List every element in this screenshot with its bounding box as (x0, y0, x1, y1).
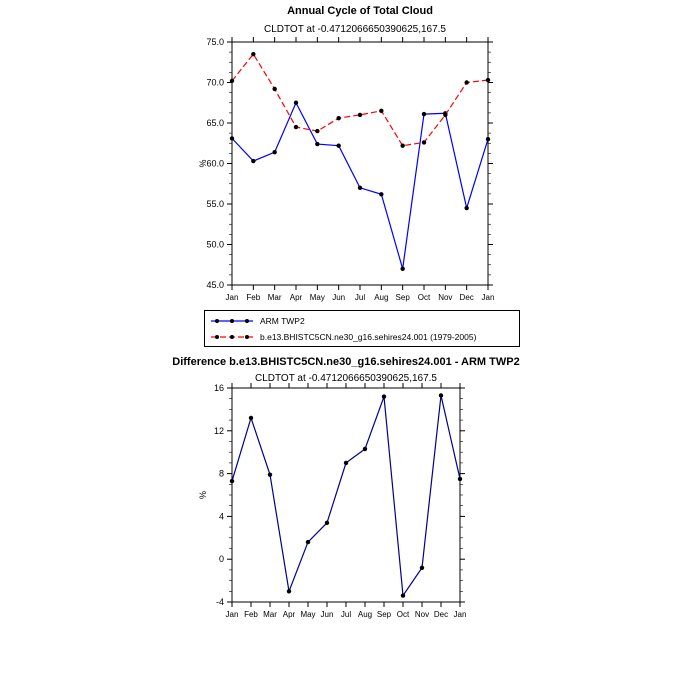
top-chart-title: Annual Cycle of Total Cloud (287, 5, 433, 17)
svg-text:16: 16 (213, 383, 224, 393)
svg-text:Jan: Jan (453, 610, 467, 619)
svg-text:70.0: 70.0 (206, 77, 224, 88)
svg-text:May: May (300, 610, 316, 619)
svg-text:Dec: Dec (433, 610, 449, 619)
svg-text:Oct: Oct (396, 610, 410, 619)
svg-text:Jan: Jan (481, 293, 495, 302)
svg-text:75.0: 75.0 (206, 37, 224, 47)
svg-text:Dec: Dec (459, 293, 474, 302)
legend-box (204, 310, 520, 347)
svg-text:Jun: Jun (320, 610, 334, 619)
legend-item-model (209, 329, 515, 344)
svg-text:Nov: Nov (414, 610, 430, 619)
svg-text:Sep: Sep (395, 293, 410, 302)
svg-text:Mar: Mar (267, 293, 282, 302)
svg-text:Mar: Mar (263, 610, 277, 619)
svg-text:8: 8 (218, 468, 224, 479)
svg-text:4: 4 (218, 511, 224, 522)
svg-text:Jan: Jan (225, 293, 239, 302)
svg-text:Jul: Jul (354, 293, 366, 302)
svg-text:%: % (198, 159, 208, 168)
svg-text:45.0: 45.0 (206, 280, 224, 290)
legend-item-obs (209, 313, 515, 328)
svg-text:Apr: Apr (289, 293, 303, 302)
legend-label-model: b.e13.BHISTC5CN.ne30_g16.sehires24.001 (1979-2005) (260, 331, 477, 342)
svg-text:Nov: Nov (438, 293, 453, 302)
svg-text:Jun: Jun (332, 293, 346, 302)
svg-text:Feb: Feb (244, 610, 258, 619)
svg-text:55.0: 55.0 (206, 199, 224, 209)
top-chart-subtitle: CLDTOT at -0.4712066650390625,167.5 (264, 24, 446, 35)
bottom-chart-subtitle: CLDTOT at -0.4712066650390625,167.5 (255, 373, 437, 384)
svg-text:May: May (309, 293, 325, 302)
svg-text:0: 0 (218, 554, 224, 565)
legend-line-sample-model (209, 331, 255, 343)
legend-label-obs: ARM TWP2 (260, 315, 305, 326)
svg-text:12: 12 (213, 425, 224, 436)
svg-text:Apr: Apr (282, 610, 296, 619)
svg-text:Aug: Aug (357, 610, 373, 619)
svg-text:Oct: Oct (417, 293, 431, 302)
svg-text:%: % (198, 490, 208, 500)
svg-text:60.0: 60.0 (206, 158, 224, 169)
svg-text:Jul: Jul (340, 610, 352, 619)
svg-text:-4: -4 (215, 597, 224, 607)
svg-text:50.0: 50.0 (206, 239, 224, 250)
svg-text:65.0: 65.0 (206, 118, 224, 128)
svg-text:Jan: Jan (225, 610, 239, 619)
svg-text:Feb: Feb (246, 293, 261, 302)
svg-text:Aug: Aug (374, 293, 389, 302)
bottom-chart-title: Difference b.e13.BHISTC5CN.ne30_g16.sehires24.001 - ARM TWP2 (172, 356, 520, 368)
legend-line-sample-obs (209, 315, 255, 327)
svg-text:Sep: Sep (376, 610, 392, 619)
